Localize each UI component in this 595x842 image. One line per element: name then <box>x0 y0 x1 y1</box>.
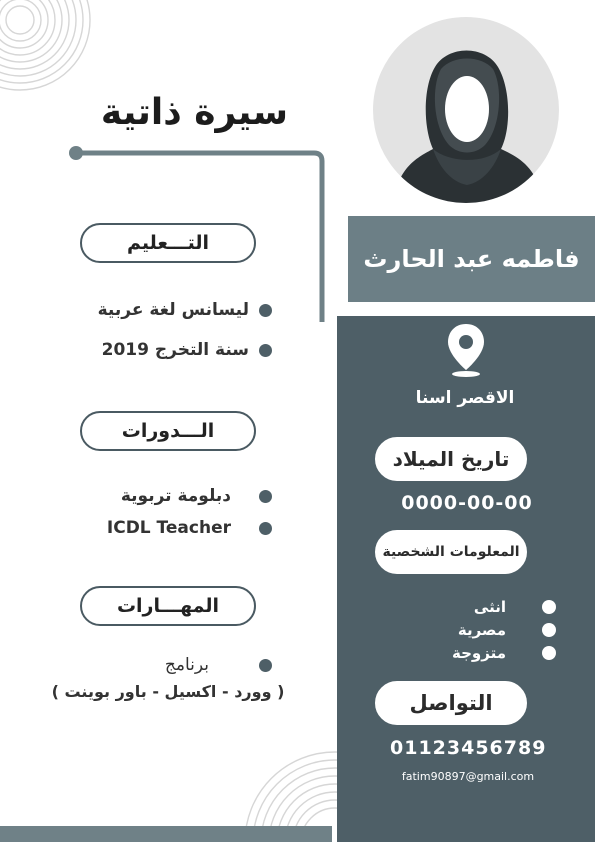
email-address: fatim90897@gmail.com <box>401 770 535 783</box>
avatar <box>373 17 559 203</box>
birthdate-value: 0000-00-00 <box>401 492 533 514</box>
personal-item-label: مصرية <box>457 621 506 639</box>
course-item <box>121 486 272 506</box>
skill-item-label: برنامج <box>164 655 209 675</box>
bullet-icon <box>542 600 556 614</box>
skills-heading: المهـــارات <box>80 586 256 626</box>
bullet-icon <box>259 659 272 672</box>
personal-item <box>458 621 556 639</box>
bullet-icon <box>259 522 272 535</box>
phone-number: 01123456789 <box>390 737 547 759</box>
course-item-label: ICDL Teacher <box>106 518 231 538</box>
bullet-icon <box>542 646 556 660</box>
bullet-icon <box>259 304 272 317</box>
personal-item-label: انثى <box>473 598 506 616</box>
page-title: سيرة ذاتية <box>100 92 288 133</box>
bottom-bar <box>0 826 332 842</box>
personal-item <box>452 644 556 662</box>
location-text: الاقصر اسنا <box>415 388 515 408</box>
location-pin-icon <box>446 322 486 378</box>
bullet-icon <box>542 623 556 637</box>
courses-heading: الـــدورات <box>80 411 256 451</box>
bullet-icon <box>259 490 272 503</box>
birthdate-heading: تاريخ الميلاد <box>375 437 527 481</box>
education-item-label: سنة التخرج 2019 <box>101 340 249 360</box>
decorative-rings-top <box>0 0 100 100</box>
skill-item <box>165 655 272 675</box>
education-heading: التـــعليم <box>80 223 256 263</box>
personal-item <box>474 598 556 616</box>
course-item <box>107 518 272 538</box>
full-name: فاطمه عبد الحارث <box>348 216 595 302</box>
education-item <box>98 300 272 320</box>
education-item-label: ليسانس لغة عربية <box>97 300 249 320</box>
course-item-label: دبلومة تربوية <box>120 486 231 506</box>
personal-item-label: متزوجة <box>452 644 506 662</box>
personal-info-heading: المعلومات الشخصية <box>375 530 527 574</box>
skill-item-detail: ( وورد - اكسيل - باور بوينت ) <box>51 682 285 701</box>
education-item <box>102 340 272 360</box>
contact-heading: التواصل <box>375 681 527 725</box>
bullet-icon <box>259 344 272 357</box>
